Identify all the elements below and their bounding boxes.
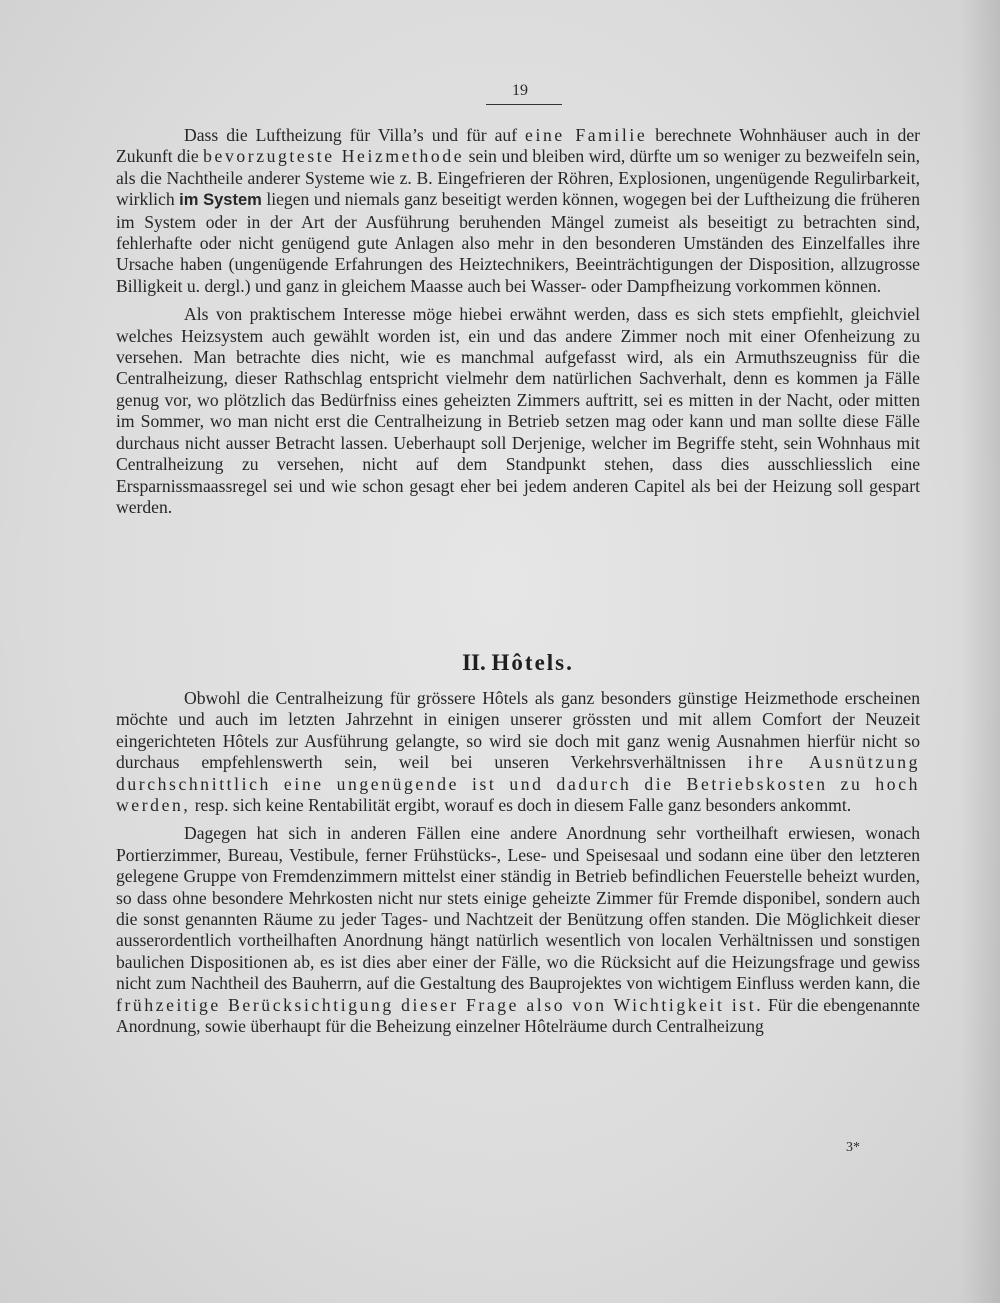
emphasis-spaced: ihre Ausnützung durchschnittlich eine ungenügende ist und dadurch die Betriebskosten zu hoch werden,: [116, 752, 920, 816]
page-number-rule: [486, 104, 562, 105]
paragraph-hotels-anordnung: [116, 823, 920, 1037]
section-heading-hotels: [116, 650, 920, 676]
emphasis-bold: im System: [179, 191, 262, 210]
paragraph-hotels-centralheizung: [116, 688, 920, 816]
paragraph-ofenheizung: Als von praktischem Interesse möge hiebei erwähnt werden, dass es sich stets empfiehlt, gleichviel welches Heizsystem auch gewählt worden ist, ein und das andere Zimmer noch mit einer Ofenheizung zu versehen. Man betrachte dies nicht, wie es manchmal aufgefasst wird, als ein Armuthszeugniss für die Centralheizung, dieser Rathschlag entspricht vielmehr dem natürlichen Sachverhalt, denn es kommen ja Fälle genug vor, wo plötzlich das Bedürfniss eines geheizten Zimmers auftritt, sei es mitten in der Nacht, oder mitten im Sommer, wo man nicht erst die Centralheizung in Betrieb setzen mag oder kann und man sollte diese Fälle durchaus nicht ausser Betracht lassen. Ueberhaupt soll Derjenige, welcher im Begriffe steht, sein Wohnhaus mit Centralheizung zu versehen, nicht auf dem Standpunkt stehen, dass dies ausschliesslich eine Ersparnissmaassregel sei und wie schon gesagt eher bei jedem anderen Capitel als bei der Heizung soll gespart werden.: [116, 304, 920, 517]
text-run: Obwohl die Centralheizung für grössere Hôtels als ganz besonders günstige Heizmethode erscheinen möchte und auch im letzten Jahrzehnt in einigen unserer grössten und mit allem Comfort der Neuzeit eingerichteten Hôtels zur Ausführung gelangte, so wird sie doch mit ganz wenig Ausnahmen hierfür nicht so durchaus empfehlenswerth sein, weil bei unseren Verkehrsverhältnissen: [116, 688, 920, 773]
text-run: berechnete Wohnhäuser auch in der Zukunft die: [116, 125, 920, 167]
signature-mark: 3*: [846, 1140, 860, 1155]
heading-title: Hôtels.: [491, 650, 574, 675]
text-run: resp. sich keine Rentabilität ergibt, worauf es doch in diesem Falle ganz besonders ankommt.: [190, 795, 852, 816]
section-two-body: [116, 688, 920, 1038]
text-run: Für die ebengenannte Anordnung, sowie überhaupt für die Beheizung einzelner Hôtelräume durch Centralheizung: [116, 994, 920, 1037]
text-run: sein und bleiben wird, dürfte um so weniger zu bezweifeln sein, als die Nachtheile anderer Systeme wie z. B. Eingefrieren der Röhren, Explosionen, ungenügende Regulirbarkeit, wirklich: [116, 146, 920, 210]
section-one-body: [116, 125, 920, 518]
emphasis-spaced: eine Familie: [525, 125, 648, 145]
emphasis-spaced: frühzeitige Berücksichtigung dieser Frage also von Wichtigkeit ist.: [116, 994, 764, 1015]
page-edge-shadow: [960, 0, 1000, 1303]
paragraph-luftheizung: [116, 125, 920, 297]
page-number: 19: [512, 82, 528, 99]
text-run: Dass die Luftheizung für Villa’s und für auf: [184, 125, 526, 145]
emphasis-spaced: bevorzugteste Heizmethode: [203, 146, 465, 167]
text-run: liegen und niemals ganz beseitigt werden können, wogegen bei der Luftheizung die früheren im System oder in der Art der Ausführung beruhenden Mängel zumeist als beseitigt zu betrachten sind, fehlerhafte oder nicht genügend gute Anlagen also mehr in den besonderen Umständen des Einzelfalles ihre Ursache haben (ungenügende Erfahrungen des Heiztechnikers, Beeinträchtigungen der Disposition, allzugrosse Billigkeit u. dergl.) und ganz in gleichem Maasse auch bei Wasser- oder Dampfheizung vorkommen können.: [116, 189, 921, 296]
text-run: Dagegen hat sich in anderen Fällen eine andere Anordnung sehr vortheilhaft erwiesen, wonach Portierzimmer, Bureau, Vestibule, ferner Frühstücks-, Lese- und Speisesaal und sodann eine über den letzteren gelegene Gruppe von Fremdenzimmern mittelst einer ständig in Betrieb befindlichen Feuerstelle beheizt wurden, so dass ohne besondere Mehrkosten nicht nur stets einige geheizte Zimmer für Fremde disponibel, sondern auch die sonst genannten Räume zu jeder Tages- und Nachtzeit der Benützung offen standen. Die Möglichkeit dieser ausserordentlich vortheilhaften Anordnung hängt natürlich wesentlich von localen Verhältnissen und sonstigen baulichen Dispositionen ab, es ist dies aber einer der Fälle, wo die Rücksicht auf die Heizungsfrage und gewiss nicht zum Nachtheil des Bauherrn, auf die Gestaltung des Bauprojektes von wichtigem Einfluss werden kann, die: [116, 823, 920, 994]
heading-number: II.: [462, 650, 486, 675]
